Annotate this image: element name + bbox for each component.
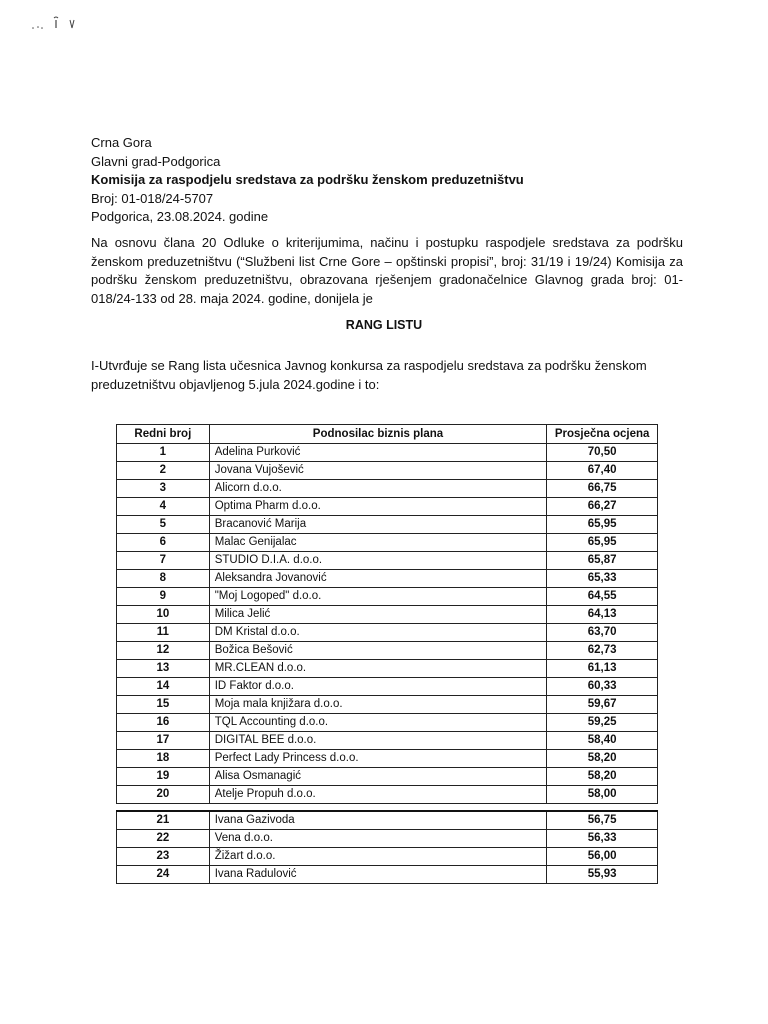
row-score: 59,25 (547, 714, 658, 732)
table-row (117, 444, 658, 462)
table-row (117, 750, 658, 768)
table-row (117, 480, 658, 498)
table-row (117, 678, 658, 696)
table-row (117, 606, 658, 624)
row-applicant: Ivana Gazivoda (209, 811, 547, 830)
row-applicant: Milica Jelić (209, 606, 547, 624)
row-applicant: Bracanović Marija (209, 516, 547, 534)
ranking-body (117, 444, 658, 884)
row-rank: 5 (117, 516, 210, 534)
row-score: 65,95 (547, 534, 658, 552)
row-applicant: DIGITAL BEE d.o.o. (209, 732, 547, 750)
table-separator-cell (117, 804, 658, 812)
table-row (117, 660, 658, 678)
row-score: 67,40 (547, 462, 658, 480)
row-score: 55,93 (547, 866, 658, 884)
row-score: 66,27 (547, 498, 658, 516)
row-applicant: DM Kristal d.o.o. (209, 624, 547, 642)
row-score: 58,00 (547, 786, 658, 804)
row-applicant: STUDIO D.I.A. d.o.o. (209, 552, 547, 570)
document-header (91, 134, 524, 227)
header-city: Glavni grad-Podgorica (91, 153, 221, 169)
row-applicant: Perfect Lady Princess d.o.o. (209, 750, 547, 768)
table-row (117, 732, 658, 750)
table-row (117, 830, 658, 848)
row-applicant: Malac Genijalac (209, 534, 547, 552)
table-row (117, 848, 658, 866)
header-score: Prosječna ocjena (547, 425, 658, 444)
header-commission: Komisija za raspodjelu sredstava za podršku ženskom preduzetništvu (91, 172, 524, 187)
row-rank: 24 (117, 866, 210, 884)
row-rank: 23 (117, 848, 210, 866)
row-score: 64,55 (547, 588, 658, 606)
row-applicant: Alicorn d.o.o. (209, 480, 547, 498)
row-applicant: TQL Accounting d.o.o. (209, 714, 547, 732)
row-rank: 7 (117, 552, 210, 570)
table-separator (117, 804, 658, 812)
row-rank: 1 (117, 444, 210, 462)
row-rank: 9 (117, 588, 210, 606)
table-row (117, 534, 658, 552)
row-applicant: Moja mala knjižara d.o.o. (209, 696, 547, 714)
table-row (117, 696, 658, 714)
row-score: 64,13 (547, 606, 658, 624)
table-row (117, 552, 658, 570)
row-rank: 18 (117, 750, 210, 768)
row-score: 60,33 (547, 678, 658, 696)
table-row (117, 811, 658, 830)
row-rank: 13 (117, 660, 210, 678)
table-row (117, 462, 658, 480)
table-row (117, 570, 658, 588)
row-rank: 21 (117, 811, 210, 830)
scan-artifact-marks (30, 12, 90, 32)
row-score: 56,00 (547, 848, 658, 866)
row-rank: 17 (117, 732, 210, 750)
row-applicant: Ivana Radulović (209, 866, 547, 884)
header-applicant: Podnosilac biznis plana (209, 425, 547, 444)
row-rank: 8 (117, 570, 210, 588)
row-score: 56,75 (547, 811, 658, 830)
row-score: 58,40 (547, 732, 658, 750)
document-title: RANG LISTU (345, 318, 423, 332)
intro-paragraph: Na osnovu člana 20 Odluke o kriterijumima, načinu i postupku raspodjele sredstava za podršku ženskom preduzetništvu (“Službeni list Crne Gore – opštinski propisi”, broj: 31/19 i 19/24) Komisija za podršku ženskom preduzetništvu, obrazovana rješenjem gradonačelnice Glavnog grada broj: 01-018/24-133 od 28. maja 2024. godine, donijela je (91, 235, 683, 306)
row-score: 59,67 (547, 696, 658, 714)
ranking-table (116, 424, 658, 884)
row-applicant: Vena d.o.o. (209, 830, 547, 848)
row-applicant: Optima Pharm d.o.o. (209, 498, 547, 516)
header-number: Broj: 01-018/24-5707 (91, 190, 214, 206)
header-rank: Redni broj (117, 425, 210, 444)
row-rank: 14 (117, 678, 210, 696)
item-paragraph: I-Utvrđuje se Rang lista učesnica Javnog konkursa za raspodjelu sredstava za podršku ženskom preduzetništvu objavljenog 5.jula 2024.godine i to: (91, 358, 647, 392)
table-row (117, 786, 658, 804)
row-score: 62,73 (547, 642, 658, 660)
row-applicant: Atelje Propuh d.o.o. (209, 786, 547, 804)
row-applicant: "Moj Logoped" d.o.o. (209, 588, 547, 606)
row-applicant: MR.CLEAN d.o.o. (209, 660, 547, 678)
header-country: Crna Gora (91, 135, 152, 150)
row-rank: 2 (117, 462, 210, 480)
table-row (117, 498, 658, 516)
table-row (117, 768, 658, 786)
row-rank: 22 (117, 830, 210, 848)
row-rank: 6 (117, 534, 210, 552)
row-applicant: Božica Bešović (209, 642, 547, 660)
row-rank: 11 (117, 624, 210, 642)
row-applicant: ID Faktor d.o.o. (209, 678, 547, 696)
row-rank: 4 (117, 498, 210, 516)
row-score: 65,95 (547, 516, 658, 534)
table-header-row (117, 425, 658, 444)
row-applicant: Aleksandra Jovanović (209, 570, 547, 588)
row-applicant: Jovana Vujošević (209, 462, 547, 480)
row-rank: 19 (117, 768, 210, 786)
row-applicant: Žižart d.o.o. (209, 848, 547, 866)
table-row (117, 866, 658, 884)
table-row (117, 624, 658, 642)
header-date: Podgorica, 23.08.2024. godine (91, 209, 269, 224)
row-rank: 3 (117, 480, 210, 498)
row-rank: 16 (117, 714, 210, 732)
row-score: 65,87 (547, 552, 658, 570)
row-score: 66,75 (547, 480, 658, 498)
row-rank: 12 (117, 642, 210, 660)
row-rank: 10 (117, 606, 210, 624)
row-score: 58,20 (547, 750, 658, 768)
row-applicant: Adelina Purković (209, 444, 547, 462)
row-score: 70,50 (547, 444, 658, 462)
table-row (117, 516, 658, 534)
row-score: 58,20 (547, 768, 658, 786)
row-score: 56,33 (547, 830, 658, 848)
row-rank: 15 (117, 696, 210, 714)
row-rank: 20 (117, 786, 210, 804)
row-score: 63,70 (547, 624, 658, 642)
row-score: 65,33 (547, 570, 658, 588)
table-row (117, 642, 658, 660)
table-row (117, 588, 658, 606)
row-score: 61,13 (547, 660, 658, 678)
table-row (117, 714, 658, 732)
row-applicant: Alisa Osmanagić (209, 768, 547, 786)
